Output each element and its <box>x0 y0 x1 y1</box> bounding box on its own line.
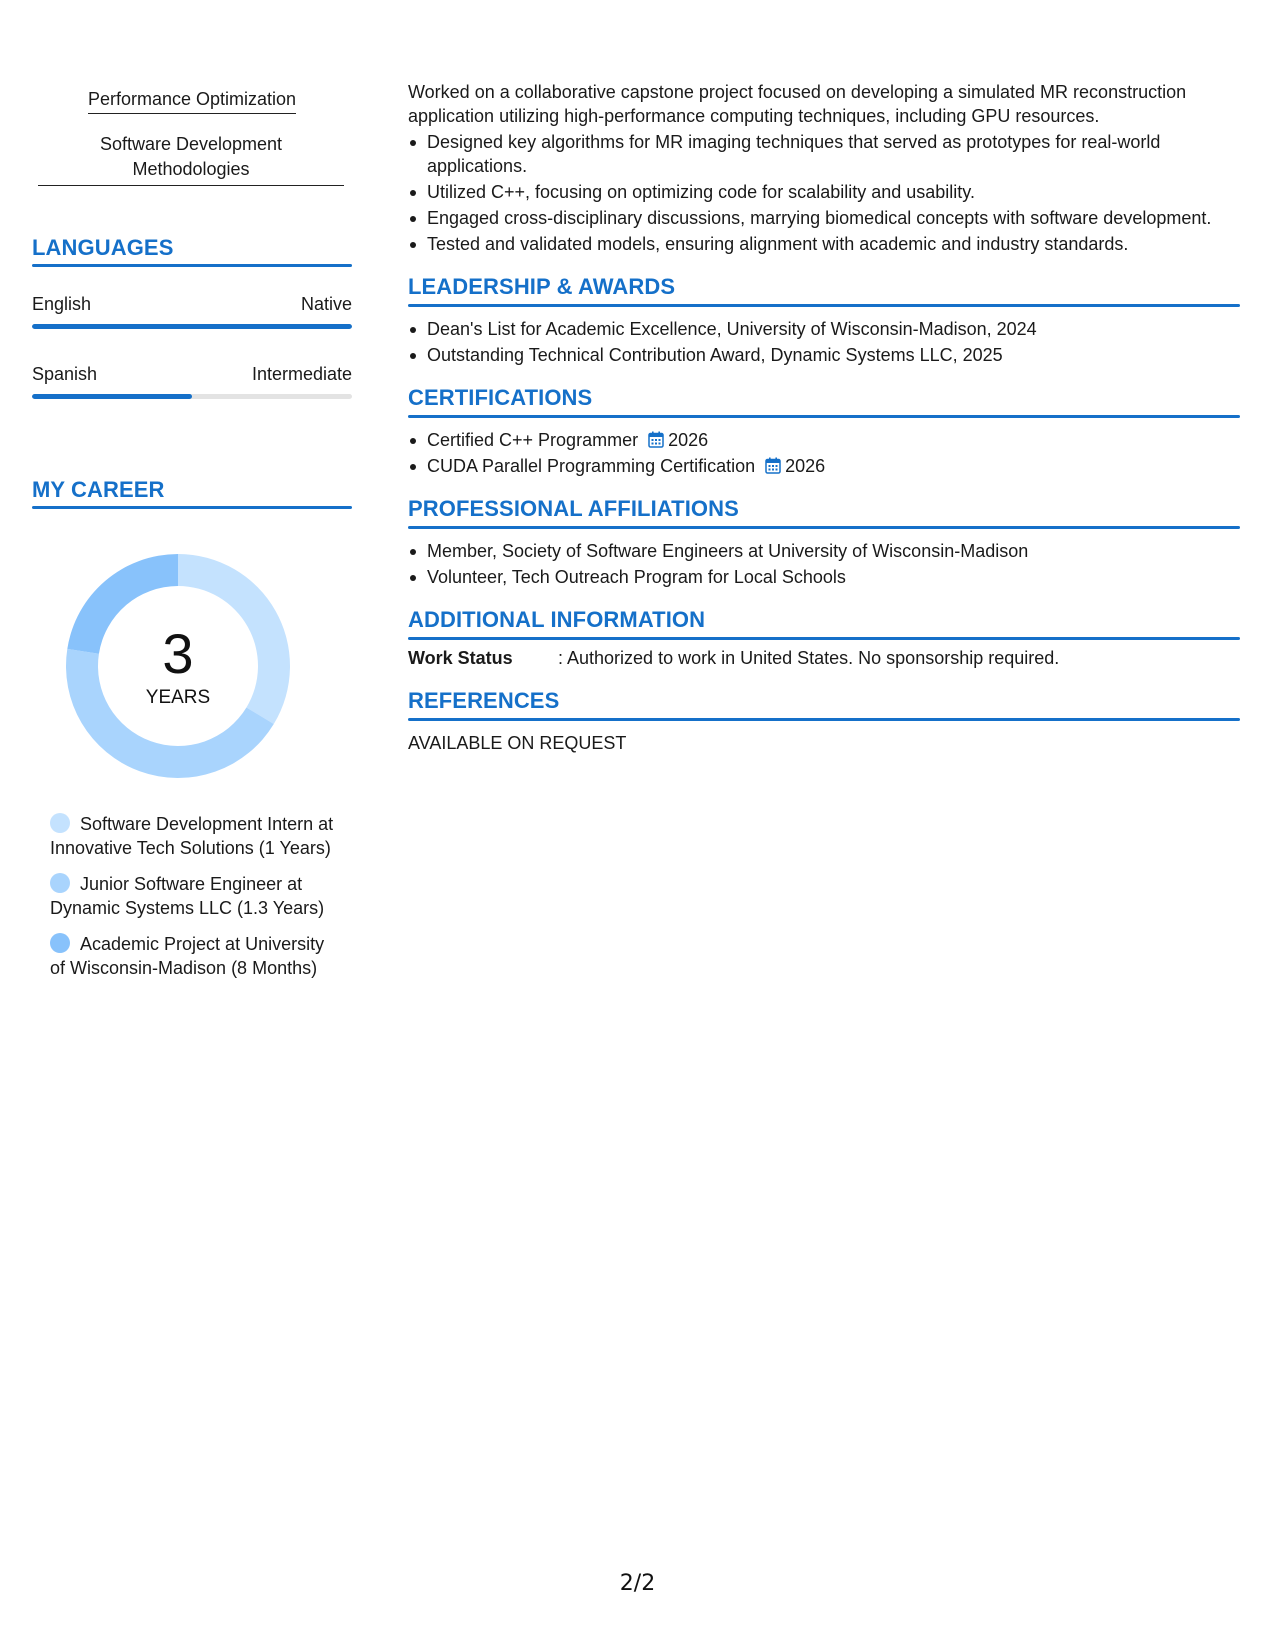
skill-label: Performance Optimization <box>88 87 296 114</box>
references-section <box>408 687 1240 756</box>
list-item: Utilized C++, focusing on optimizing code for scalability and usability. <box>408 180 1240 204</box>
certifications-section <box>408 384 1240 478</box>
list-item <box>408 454 1240 478</box>
certification-name: Certified C++ Programmer <box>427 430 639 450</box>
career-section-header <box>32 476 352 509</box>
affiliations-list <box>408 539 1240 589</box>
dot-icon <box>50 873 70 893</box>
language-proficiency-fill <box>32 324 352 329</box>
section-divider <box>408 637 1240 640</box>
language-proficiency-bar <box>32 394 352 399</box>
career-total-number: 3 <box>162 622 194 685</box>
section-title: PROFESSIONAL AFFILIATIONS <box>408 496 739 521</box>
project-summary: Worked on a collaborative capstone project focused on developing a simulated MR reconstruction application utilizing high-performance computing techniques, including GPU resources. <box>408 82 1187 126</box>
language-name: Spanish <box>32 364 98 384</box>
leadership-section <box>408 273 1240 367</box>
section-divider <box>408 304 1240 307</box>
list-item: Dean's List for Academic Excellence, University of Wisconsin-Madison, 2024 <box>408 317 1240 341</box>
list-item <box>408 428 1240 452</box>
main-content <box>408 80 1240 756</box>
section-title: REFERENCES <box>408 688 560 713</box>
dot-icon <box>50 813 70 833</box>
list-item: Volunteer, Tech Outreach Program for Local Schools <box>408 565 1240 589</box>
work-status-row <box>408 646 1240 670</box>
calendar-icon <box>648 431 664 448</box>
legend-item <box>50 932 340 980</box>
language-level: Native <box>300 294 352 314</box>
career-legend <box>50 812 340 992</box>
page-number: 2/2 <box>619 1571 656 1596</box>
language-proficiency-bar <box>32 324 352 329</box>
career-donut-chart <box>64 552 292 780</box>
language-name: English <box>32 294 92 314</box>
section-divider <box>408 526 1240 529</box>
list-item: Member, Society of Software Engineers at University of Wisconsin-Madison <box>408 539 1240 563</box>
certification-year: 2026 <box>668 430 709 450</box>
certification-name: CUDA Parallel Programming Certification <box>427 456 756 476</box>
legend-label: Junior Software Engineer at Dynamic Systems LLC (1.3 Years) <box>50 874 325 918</box>
language-item <box>32 362 352 399</box>
list-item: Outstanding Technical Contribution Award, Dynamic Systems LLC, 2025 <box>408 343 1240 367</box>
section-divider <box>32 264 352 267</box>
section-title: LEADERSHIP & AWARDS <box>408 274 676 299</box>
section-divider <box>408 415 1240 418</box>
languages-section-header <box>32 234 352 267</box>
list-item: Tested and validated models, ensuring alignment with academic and industry standards. <box>408 232 1240 256</box>
certification-year: 2026 <box>785 456 826 476</box>
work-status-label: Work Status <box>408 648 513 668</box>
skill-item <box>38 132 344 186</box>
leadership-list <box>408 317 1240 367</box>
certifications-list <box>408 428 1240 478</box>
language-proficiency-fill <box>32 394 192 399</box>
legend-item <box>50 812 340 860</box>
section-divider <box>32 506 352 509</box>
affiliations-section <box>408 495 1240 589</box>
skill-item <box>32 87 352 114</box>
project-bullets <box>408 130 1240 256</box>
list-item: Engaged cross-disciplinary discussions, marrying biomedical concepts with software development. <box>408 206 1240 230</box>
skill-label: Software Development Methodologies <box>99 134 283 179</box>
additional-info-section <box>408 606 1240 670</box>
legend-label: Software Development Intern at Innovative Tech Solutions (1 Years) <box>50 814 334 858</box>
section-title: MY CAREER <box>32 477 165 502</box>
dot-icon <box>50 933 70 953</box>
calendar-icon <box>765 457 781 474</box>
references-text: AVAILABLE ON REQUEST <box>408 733 627 753</box>
legend-label: Academic Project at University of Wisconsin-Madison (8 Months) <box>50 934 325 978</box>
section-title: LANGUAGES <box>32 235 174 260</box>
section-title: CERTIFICATIONS <box>408 385 593 410</box>
list-item: Designed key algorithms for MR imaging techniques that served as prototypes for real-world applications. <box>408 130 1240 178</box>
career-total-unit: YEARS <box>145 687 211 708</box>
work-status-value: : Authorized to work in United States. No sponsorship required. <box>558 648 1060 668</box>
project-section <box>408 80 1240 256</box>
section-divider <box>408 718 1240 721</box>
language-level: Intermediate <box>251 364 352 384</box>
language-item <box>32 292 352 329</box>
legend-item <box>50 872 340 920</box>
section-title: ADDITIONAL INFORMATION <box>408 607 706 632</box>
